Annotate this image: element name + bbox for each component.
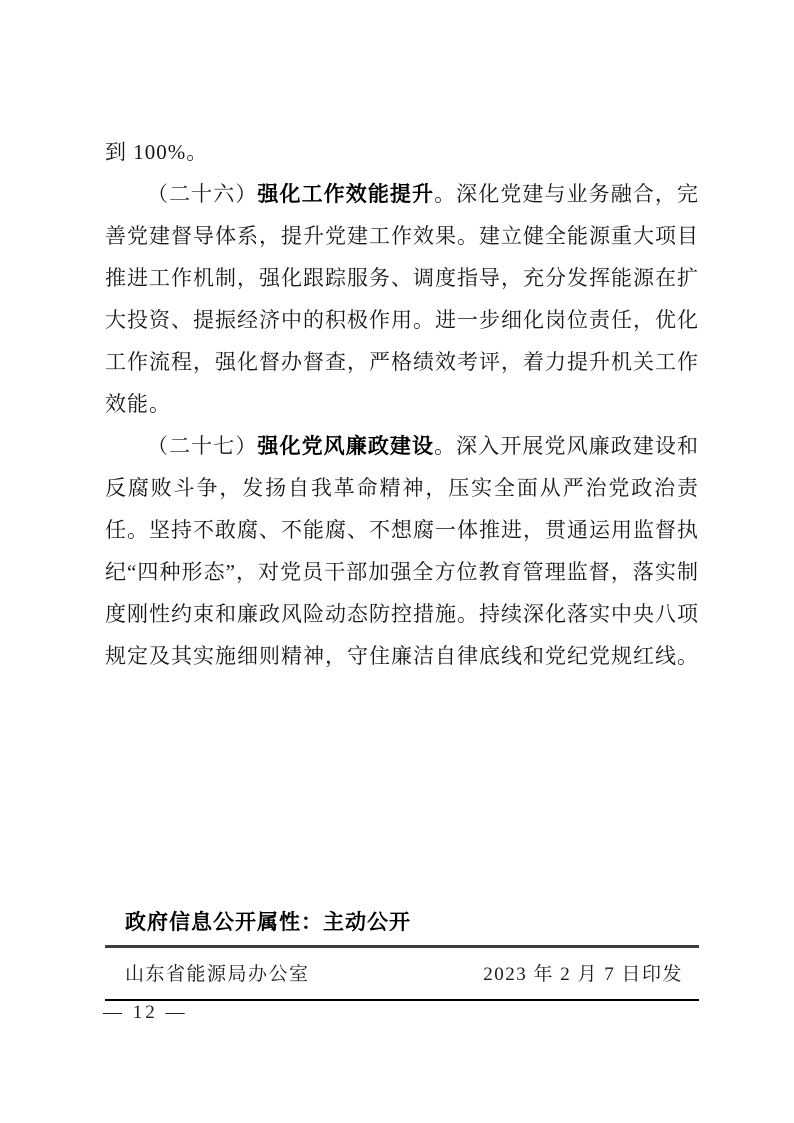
footer-issuer-row: [105, 948, 699, 999]
section-heading-text: 强化工作效能提升: [257, 182, 435, 206]
document-body: [105, 131, 699, 677]
page-number: — 12 —: [103, 1002, 188, 1023]
body-run: （二十七）: [147, 434, 258, 458]
document-footer: [105, 906, 699, 1001]
section-heading-text: 强化党风廉政建设: [257, 434, 435, 458]
paragraph: [105, 425, 699, 677]
body-run: 。深入开展党风廉政建设和反腐败斗争，发扬自我革命精神，压实全面从严治党政治责任。坚持不敢腐、不能腐、不想腐一体推进，贯通运用监督执纪“四种形态”，对党员干部加强全方位教育管理监督，落实制度刚性约束和廉政风险动态防控措施。持续深化落实中央八项规定及其实施细则精神，守住廉洁自律底线和党纪党规红线。: [105, 434, 700, 668]
publicity-attribute-label: 政府信息公开属性：主动公开: [125, 911, 411, 934]
print-date: 2023 年 2 月 7 日印发: [483, 964, 683, 985]
body-run: （二十六）: [147, 182, 258, 206]
body-run: 到 100%。: [105, 140, 209, 164]
issuing-office: 山东省能源局办公室: [125, 964, 310, 985]
paragraph: [105, 131, 699, 173]
footer-divider-bottom: [105, 999, 699, 1001]
body-run: 。深化党建与业务融合，完善党建督导体系，提升党建工作效果。建立健全能源重大项目推进工作机制，强化跟踪服务、调度指导，充分发挥能源在扩大投资、提振经济中的积极作用。进一步细化岗位责任，优化工作流程，强化督办督查，严格绩效考评，着力提升机关工作效能。: [105, 182, 700, 416]
paragraph: [105, 173, 699, 425]
